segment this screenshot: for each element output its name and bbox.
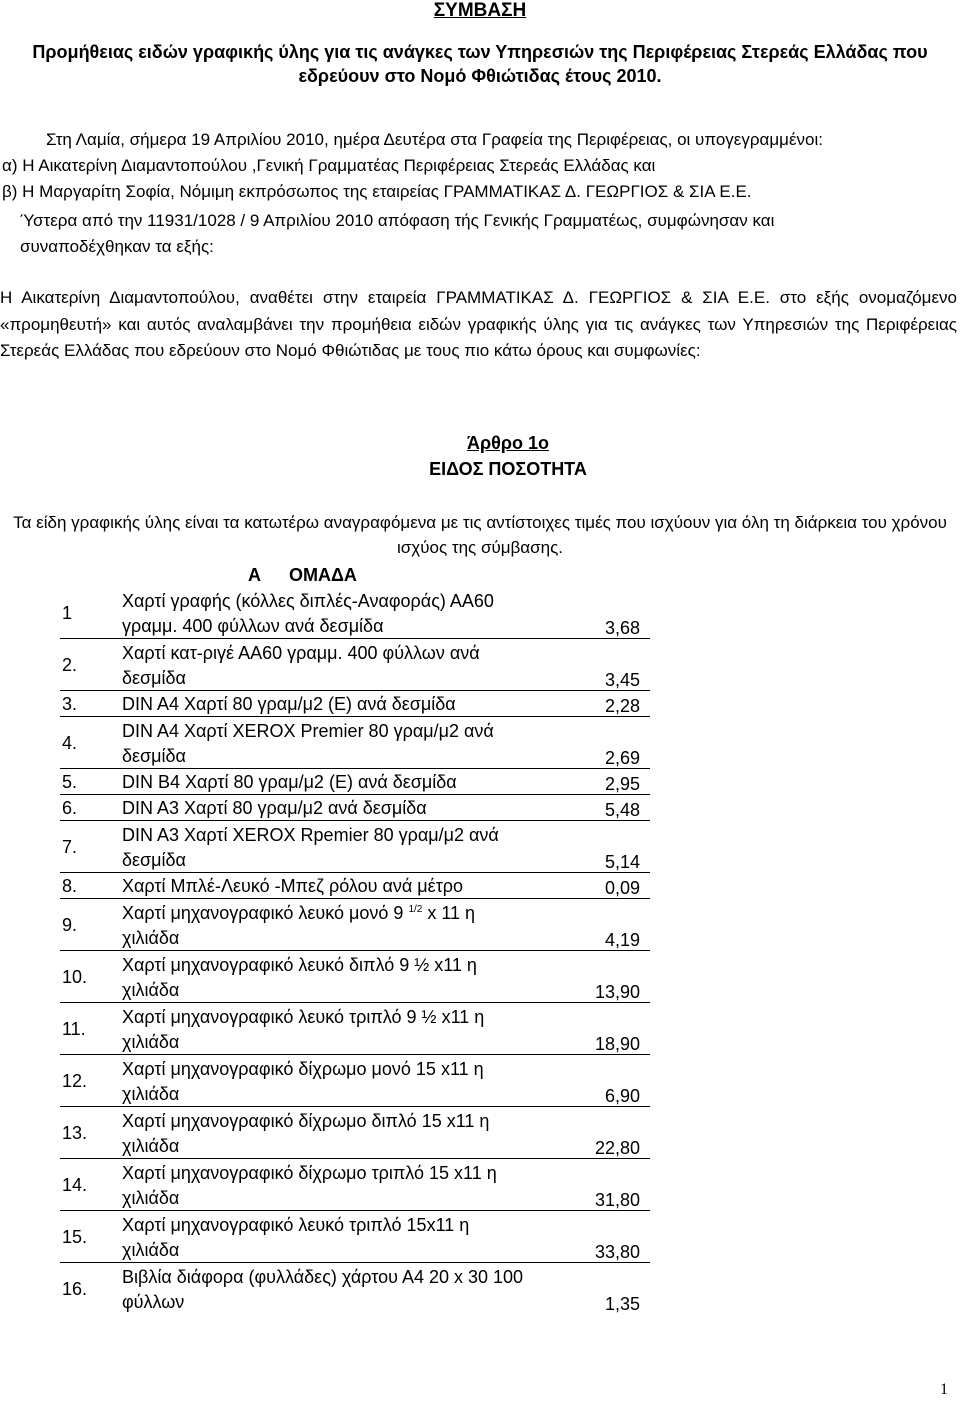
item-number: 1 [62,603,73,623]
article-intro: Τα είδη γραφικής ύλης είναι τα κατωτέρω αναγραφόμενα με τις αντίστοιχες τιμές που ισχύουν για όλη τη διάρκεια του χρόνου ισχύος της σύμβασης. [13,513,947,557]
item-row [60,821,650,873]
item-row [60,873,650,899]
item-description: DIN A4 Χαρτί XEROX Premier 80 γραμ/μ2 ανά [122,721,494,741]
items-list [60,587,650,1315]
item-price: 2,28 [604,696,640,716]
article-heading: Άρθρο 1ο [466,433,549,453]
group-name: ΟΜΑΔΑ [289,565,357,585]
item-number: 7. [62,837,78,857]
item-number: 3. [62,694,78,714]
item-price: 0,09 [604,878,640,898]
item-row [60,1263,650,1315]
item-price: 1,35 [604,1294,640,1314]
item-description: DIN A4 Χαρτί 80 γραμ/μ2 (Ε) ανά δεσμίδα [122,694,456,714]
item-description: Χαρτί μηχανογραφικό λευκό διπλό 9 ½ x11 η [122,955,477,975]
item-description: Βιβλία διάφορα (φυλλάδες) χάρτου Α4 20 x 30 100 [122,1267,524,1287]
document-title: ΣΥΜΒΑΣΗ [433,0,527,21]
page-number: 1 [940,1381,948,1398]
item-description-cont: χιλιάδα [122,1188,180,1208]
item-price: 18,90 [594,1034,640,1054]
item-description-cont: χιλιάδα [122,1240,180,1260]
item-number: 15. [62,1227,88,1247]
opening-line-2: α) Η Αικατερίνη Διαμαντοπούλου ,Γενική Γραμματέας Περιφέρειας Στερεάς Ελλάδας και [2,156,656,175]
group-letter: Α [248,565,261,585]
opening-line-4: Ύστερα από την 11931/1028 / 9 Απριλίου 2010 απόφαση τής Γενικής Γραμματέως, συμφώνησαν και [20,211,775,230]
item-description: DIN A3 Χαρτί XEROX Rpemier 80 γραμ/μ2 ανά [122,825,499,845]
item-price: 3,68 [604,618,640,638]
item-number: 6. [62,798,78,818]
item-row [60,717,650,769]
item-description-cont: δεσμίδα [122,668,186,688]
item-number: 5. [62,772,78,792]
item-description: DIN B4 Χαρτί 80 γραμ/μ2 (Ε) ανά δεσμίδα [122,772,457,792]
article-subheading: ΕΙΔΟΣ ΠΟΣΟΤΗΤΑ [429,459,587,479]
item-price: 3,45 [604,670,640,690]
item-row [60,1055,650,1107]
item-number: 12. [62,1071,88,1091]
item-row [60,587,650,639]
item-price: 6,90 [604,1086,640,1106]
item-description-cont: χιλιάδα [122,1032,180,1052]
item-price: 33,80 [594,1242,640,1262]
item-number: 14. [62,1175,88,1195]
item-description-cont: χιλιάδα [122,980,180,1000]
item-row [60,691,650,717]
item-price: 4,19 [604,930,640,950]
item-row [60,1159,650,1211]
opening-line-1: Στη Λαμία, σήμερα 19 Απριλίου 2010, ημέρα Δευτέρα στα Γραφεία της Περιφέρειας, οι υπογεγραμμένοι: [46,130,823,149]
item-number: 10. [62,967,88,987]
item-description-cont: δεσμίδα [122,746,186,766]
assignment-paragraph: Η Αικατερίνη Διαμαντοπούλου, αναθέτει στην εταιρεία ΓΡΑΜΜΑΤΙΚΑΣ Δ. ΓΕΩΡΓΙΟΣ & ΣΙΑ Ε.Ε. στο εξής ονομαζόμενο «προμηθευτή» και αυτός αναλαμβάνει την προμήθεια ειδών γραφικής ύλης για τις ανάγκες των Υπηρεσιών της Περιφέρειας Στερεάς Ελλάδας που εδρεύουν στο Νομό Φθιώτιδας με τους πιο κάτω όρους και συμφωνίες: [0,288,957,360]
opening-line-5: συναποδέχθηκαν τα εξής: [20,237,214,256]
item-row [60,639,650,691]
item-description-cont: χιλιάδα [122,928,180,948]
item-description-cont: φύλλων [122,1292,185,1312]
item-price: 2,69 [604,748,640,768]
item-description-cont: γραμμ. 400 φύλλων ανά δεσμίδα [122,616,384,636]
item-number: 4. [62,733,78,753]
item-description: Χαρτί μηχανογραφικό δίχρωμο μονό 15 x11 η [122,1059,484,1079]
item-row [60,951,650,1003]
item-description: Χαρτί μηχανογραφικό λευκό τριπλό 9 ½ x11 η [122,1007,485,1027]
item-description-cont: χιλιάδα [122,1136,180,1156]
item-number: 9. [62,915,78,935]
item-description: Χαρτί μηχανογραφικό λευκό μονό 9 $^{1/2}$ x 11 η [122,903,476,923]
item-number: 16. [62,1279,88,1299]
item-row [60,1003,650,1055]
item-price: 22,80 [594,1138,640,1158]
item-price: 13,90 [594,982,640,1002]
item-price: 2,95 [604,774,640,794]
item-row [60,899,650,951]
item-number: 13. [62,1123,88,1143]
item-description: Χαρτί γραφής (κόλλες διπλές-Αναφοράς) ΑΑ60 [122,591,494,611]
item-description: Χαρτί κατ-ριγέ ΑΑ60 γραμμ. 400 φύλλων ανά [122,643,480,663]
contract-subject [30,40,930,88]
item-description-cont: δεσμίδα [122,850,186,870]
item-price: 5,48 [604,800,640,820]
item-row [60,795,650,821]
item-price: 5,14 [604,852,640,872]
subject-line-1: Προμήθειας ειδών γραφικής ύλης για τις ανάγκες των Υπηρεσιών της Περιφέρειας Στερεάς Ελλάδας που [32,42,928,62]
item-row [60,769,650,795]
group-heading [248,564,357,586]
item-row [60,1211,650,1263]
item-description: Χαρτί Μπλέ-Λευκό -Μπεζ ρόλου ανά μέτρο [122,876,464,896]
item-description: Χαρτί μηχανογραφικό δίχρωμο τριπλό 15 x11 η [122,1163,497,1183]
item-description-cont: χιλιάδα [122,1084,180,1104]
item-number: 11. [62,1019,86,1039]
item-description: DIN A3 Χαρτί 80 γραμ/μ2 ανά δεσμίδα [122,798,427,818]
item-description: Χαρτί μηχανογραφικό λευκό τριπλό 15x11 η [122,1215,470,1235]
item-number: 8. [62,876,78,896]
item-price: 31,80 [594,1190,640,1210]
subject-line-2: εδρεύουν στο Νομό Φθιώτιδας έτους 2010. [298,66,662,86]
item-row [60,1107,650,1159]
item-description: Χαρτί μηχανογραφικό δίχρωμο διπλό 15 x11 η [122,1111,490,1131]
opening-line-3: β) Η Μαργαρίτη Σοφία, Νόμιμη εκπρόσωπος της εταιρείας ΓΡΑΜΜΑΤΙΚΑΣ Δ. ΓΕΩΡΓΙΟΣ & ΣΙΑ Ε.Ε. [2,182,752,201]
item-number: 2. [62,655,78,675]
